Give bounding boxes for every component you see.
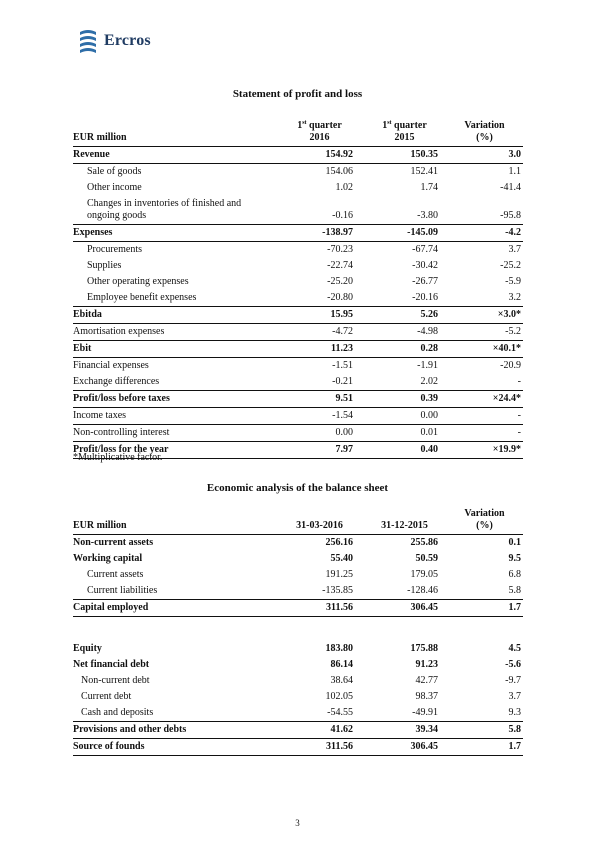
- value-variation: ×3.0*: [448, 307, 523, 324]
- value-2015: -4.98: [363, 324, 448, 341]
- row-label: Changes in inventories of finished and ongoing goods: [73, 196, 278, 225]
- table-row: [73, 358, 523, 375]
- ercros-logo-icon: [78, 28, 98, 54]
- table-row: [73, 324, 523, 341]
- table-row: [73, 425, 523, 442]
- value-2016: -135.85: [278, 583, 363, 600]
- table-row: [73, 673, 523, 689]
- value-2015: 1.74: [420, 182, 438, 193]
- value-2016: 154.92: [278, 147, 363, 164]
- value-variation: -: [448, 374, 523, 391]
- value-2015: 255.86: [410, 537, 438, 548]
- value-2015: 0.00: [363, 408, 448, 425]
- value-variation: 5.8: [448, 583, 523, 600]
- value-variation: ×24.4*: [448, 391, 523, 408]
- header-col-variation: Variation (%): [448, 118, 523, 147]
- header-label: EUR million: [73, 118, 278, 147]
- table-row: [73, 641, 523, 657]
- value-2015: 98.37: [415, 691, 438, 702]
- value-variation: 9.5: [508, 553, 521, 564]
- row-label: Non-current assets: [73, 537, 154, 548]
- profit-loss-title: Statement of profit and loss: [232, 88, 363, 100]
- value-variation: ×40.1*: [448, 341, 523, 358]
- value-2015: 42.77: [415, 675, 438, 686]
- row-label: Other operating expenses: [87, 276, 189, 287]
- value-variation: 1.7: [448, 600, 523, 617]
- row-label: Amortisation expenses: [73, 324, 278, 341]
- row-label: Profit/loss for the year: [73, 442, 278, 459]
- row-label: Supplies: [87, 260, 122, 271]
- value-2015: 175.88: [410, 643, 438, 654]
- value-2015: -145.09: [363, 225, 448, 242]
- value-variation: -25.2: [500, 260, 521, 271]
- value-2016: -4.72: [278, 324, 363, 341]
- value-2015: 2.02: [363, 374, 448, 391]
- row-label: Employee benefit expenses: [73, 290, 278, 307]
- row-label: Equity: [73, 643, 102, 654]
- value-2016: 15.95: [278, 307, 363, 324]
- value-variation: 6.8: [508, 569, 521, 580]
- row-label: Procurements: [87, 244, 142, 255]
- page-number: 3: [295, 818, 300, 828]
- value-2016: 7.97: [278, 442, 363, 459]
- value-variation: 3.0: [448, 147, 523, 164]
- table-row: [73, 341, 523, 358]
- header-col-2016: 1st quarter 2016: [278, 118, 363, 147]
- value-2016: -25.20: [327, 276, 353, 287]
- row-label: Other income: [87, 182, 142, 193]
- value-2015: 50.59: [415, 553, 438, 564]
- table-row: [73, 535, 523, 552]
- table-row: [73, 164, 523, 181]
- table-row: [73, 551, 523, 567]
- value-2016: 191.25: [325, 569, 353, 580]
- table-row: [73, 391, 523, 408]
- value-2016: -1.54: [278, 408, 363, 425]
- table-row: [73, 722, 523, 739]
- spacer-row: [73, 617, 523, 642]
- value-variation: 3.2: [448, 290, 523, 307]
- value-2015: -20.16: [363, 290, 448, 307]
- table-row: [73, 242, 523, 259]
- value-2016: 102.05: [325, 691, 353, 702]
- value-variation: -9.7: [505, 675, 521, 686]
- value-2016: 41.62: [278, 722, 363, 739]
- company-logo: [78, 28, 151, 54]
- row-label: Sale of goods: [87, 166, 142, 177]
- value-variation: -5.6: [505, 659, 521, 670]
- header-col-variation: Variation (%): [448, 506, 523, 535]
- row-label: Profit/loss before taxes: [73, 391, 278, 408]
- value-2015: 179.05: [410, 569, 438, 580]
- row-label: Non-controlling interest: [73, 425, 278, 442]
- row-label: Ebit: [73, 341, 278, 358]
- value-2016: 154.06: [325, 166, 353, 177]
- row-label: Current liabilities: [73, 583, 278, 600]
- value-2015: 5.26: [363, 307, 448, 324]
- table-header-row: [73, 506, 523, 535]
- value-2016: 55.40: [330, 553, 353, 564]
- value-variation: -5.9: [505, 276, 521, 287]
- table-row: [73, 225, 523, 242]
- value-2015: -67.74: [412, 244, 438, 255]
- table-row: [73, 180, 523, 196]
- value-variation: 9.3: [448, 705, 523, 722]
- row-label: Working capital: [73, 553, 143, 564]
- value-2016: -20.80: [278, 290, 363, 307]
- row-label: Source of founds: [73, 739, 278, 756]
- value-2016: 9.51: [278, 391, 363, 408]
- table-row: [73, 274, 523, 290]
- table-row: [73, 307, 523, 324]
- table-row: [73, 600, 523, 617]
- table-row: [73, 374, 523, 391]
- value-variation: -95.8: [448, 196, 523, 225]
- value-variation: -41.4: [500, 182, 521, 193]
- table-row: [73, 408, 523, 425]
- value-2015: 306.45: [363, 739, 448, 756]
- brand-name: Ercros: [104, 32, 151, 49]
- value-variation: -: [448, 425, 523, 442]
- value-variation: 0.1: [508, 537, 521, 548]
- value-2015: -26.77: [412, 276, 438, 287]
- value-2016: 183.80: [325, 643, 353, 654]
- value-variation: -: [448, 408, 523, 425]
- table-row: [73, 689, 523, 705]
- value-2015: 152.41: [410, 166, 438, 177]
- footnote: *Multiplicative factor.: [73, 452, 163, 463]
- table-row: [73, 196, 523, 225]
- value-2016: 256.16: [325, 537, 353, 548]
- value-2015: 0.39: [363, 391, 448, 408]
- value-2015: 91.23: [415, 659, 438, 670]
- value-2016: -0.21: [278, 374, 363, 391]
- header-label: EUR million: [73, 506, 278, 535]
- value-2015: -1.91: [417, 360, 438, 371]
- value-2016: 0.00: [278, 425, 363, 442]
- value-2016: -54.55: [278, 705, 363, 722]
- row-label: Income taxes: [73, 408, 278, 425]
- header-col-2016: 31-03-2016: [278, 506, 363, 535]
- row-label: Revenue: [73, 147, 278, 164]
- value-variation: -20.9: [500, 360, 521, 371]
- value-2015: -3.80: [363, 196, 448, 225]
- value-variation: 3.7: [508, 244, 521, 255]
- value-variation: -5.2: [448, 324, 523, 341]
- value-2015: 0.28: [363, 341, 448, 358]
- value-variation: ×19.9*: [448, 442, 523, 459]
- row-label: Non-current debt: [81, 675, 150, 686]
- value-2015: 39.34: [363, 722, 448, 739]
- value-2016: -0.16: [278, 196, 363, 225]
- row-label: Expenses: [73, 225, 278, 242]
- row-label: Provisions and other debts: [73, 722, 278, 739]
- value-2016: 311.56: [278, 600, 363, 617]
- table-row: [73, 739, 523, 756]
- profit-loss-table: [73, 118, 523, 459]
- value-2015: 0.01: [363, 425, 448, 442]
- value-2016: -70.23: [327, 244, 353, 255]
- value-variation: 3.7: [508, 691, 521, 702]
- table-row: [73, 147, 523, 164]
- row-label: Ebitda: [73, 307, 278, 324]
- row-label: Capital employed: [73, 600, 278, 617]
- row-label: Exchange differences: [73, 374, 278, 391]
- row-label: Financial expenses: [73, 360, 149, 371]
- value-variation: -4.2: [448, 225, 523, 242]
- row-label: Cash and deposits: [73, 705, 278, 722]
- value-variation: 4.5: [508, 643, 521, 654]
- value-variation: 1.1: [508, 166, 521, 177]
- balance-title: Economic analysis of the balance sheet: [206, 482, 389, 494]
- balance-table: [73, 506, 523, 756]
- value-2015: -128.46: [363, 583, 448, 600]
- table-header-row: [73, 118, 523, 147]
- value-2016: -22.74: [327, 260, 353, 271]
- table-row: [73, 290, 523, 307]
- value-variation: 5.8: [448, 722, 523, 739]
- header-col-2015: 1st quarter 2015: [363, 118, 448, 147]
- value-2016: 38.64: [330, 675, 353, 686]
- row-label: Current assets: [87, 569, 144, 580]
- value-2015: 150.35: [363, 147, 448, 164]
- table-row: [73, 258, 523, 274]
- header-col-2015: 31-12-2015: [363, 506, 448, 535]
- value-2015: -49.91: [363, 705, 448, 722]
- row-label: Net financial debt: [73, 659, 150, 670]
- value-variation: 1.7: [448, 739, 523, 756]
- table-row: [73, 567, 523, 583]
- value-2016: -138.97: [278, 225, 363, 242]
- value-2015: 306.45: [363, 600, 448, 617]
- value-2015: -30.42: [412, 260, 438, 271]
- table-row: [73, 583, 523, 600]
- value-2015: 0.40: [363, 442, 448, 459]
- row-label: Current debt: [81, 691, 132, 702]
- table-row: [73, 705, 523, 722]
- value-2016: -1.51: [332, 360, 353, 371]
- value-2016: 1.02: [335, 182, 353, 193]
- table-row: [73, 657, 523, 673]
- value-2016: 86.14: [330, 659, 353, 670]
- value-2016: 311.56: [278, 739, 363, 756]
- value-2016: 11.23: [278, 341, 363, 358]
